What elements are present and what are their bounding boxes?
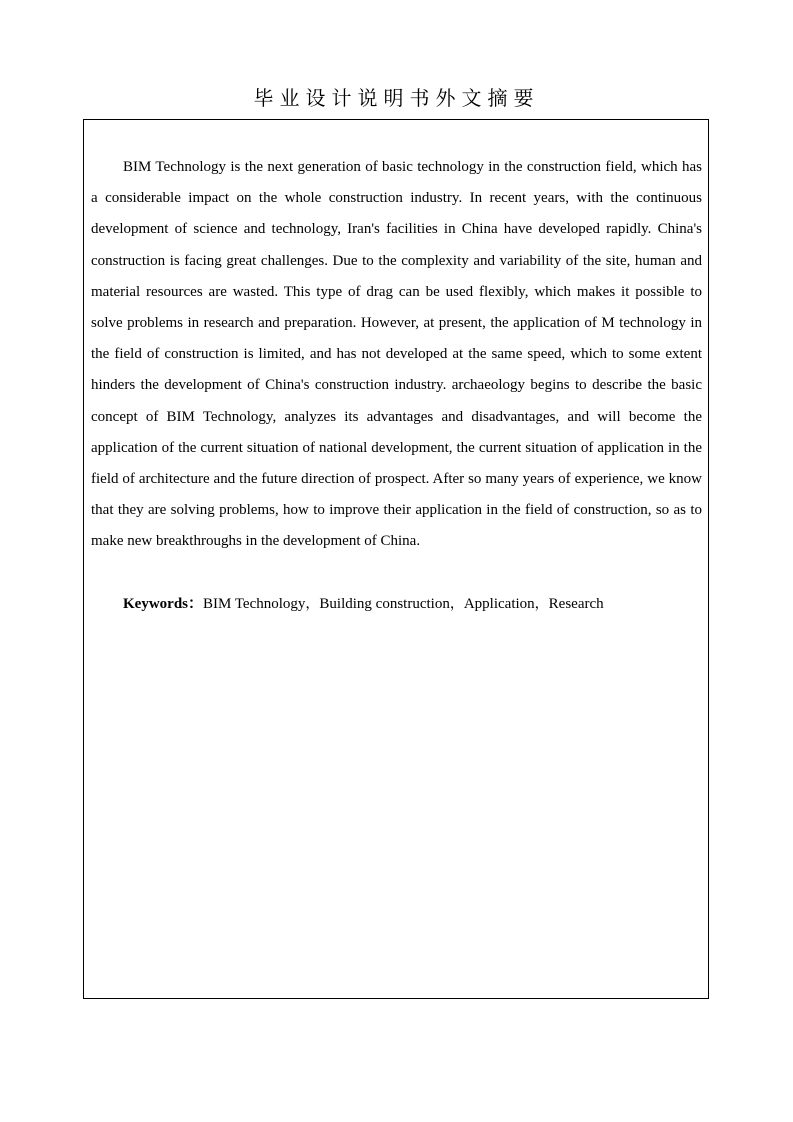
- keyword-separator: ，: [449, 596, 464, 612]
- keywords-line: [91, 589, 702, 620]
- keyword-separator: ，: [534, 596, 549, 612]
- keyword-item: Research: [548, 596, 604, 612]
- keyword-item: Building construction: [319, 596, 450, 612]
- abstract-body: BIM Technology is the next generation of basic technology in the construction field, which has a considerable impact on the whole construction industry. In recent years, with the continuous development of science and technology, Iran's facilities in China have developed rapidly. China's construction is facing great challenges. Due to the complexity and variability of the site, human and material resources are wasted. This type of drag can be used flexibly, which makes it possible to solve problems in research and preparation. However, at present, the application of M technology in the field of construction is limited, and has not developed at the same speed, which to some extent hinders the development of China's construction industry. archaeology begins to describe the basic concept of BIM Technology, analyzes its advantages and disadvantages, and will become the application of the current situation of national development, the current situation of application in the field of architecture and the future direction of prospect. After so many years of experience, we know that they are solving problems, how to improve their application in the field of construction, so as to make new breakthroughs in the development of China.: [91, 159, 702, 550]
- keyword-item: Application: [463, 596, 535, 612]
- keywords-label: Keywords：: [123, 596, 203, 612]
- page-title: 毕业设计说明书外文摘要: [253, 86, 540, 110]
- keyword-separator: ，: [305, 596, 320, 612]
- keyword-item: BIM Technology: [203, 596, 306, 612]
